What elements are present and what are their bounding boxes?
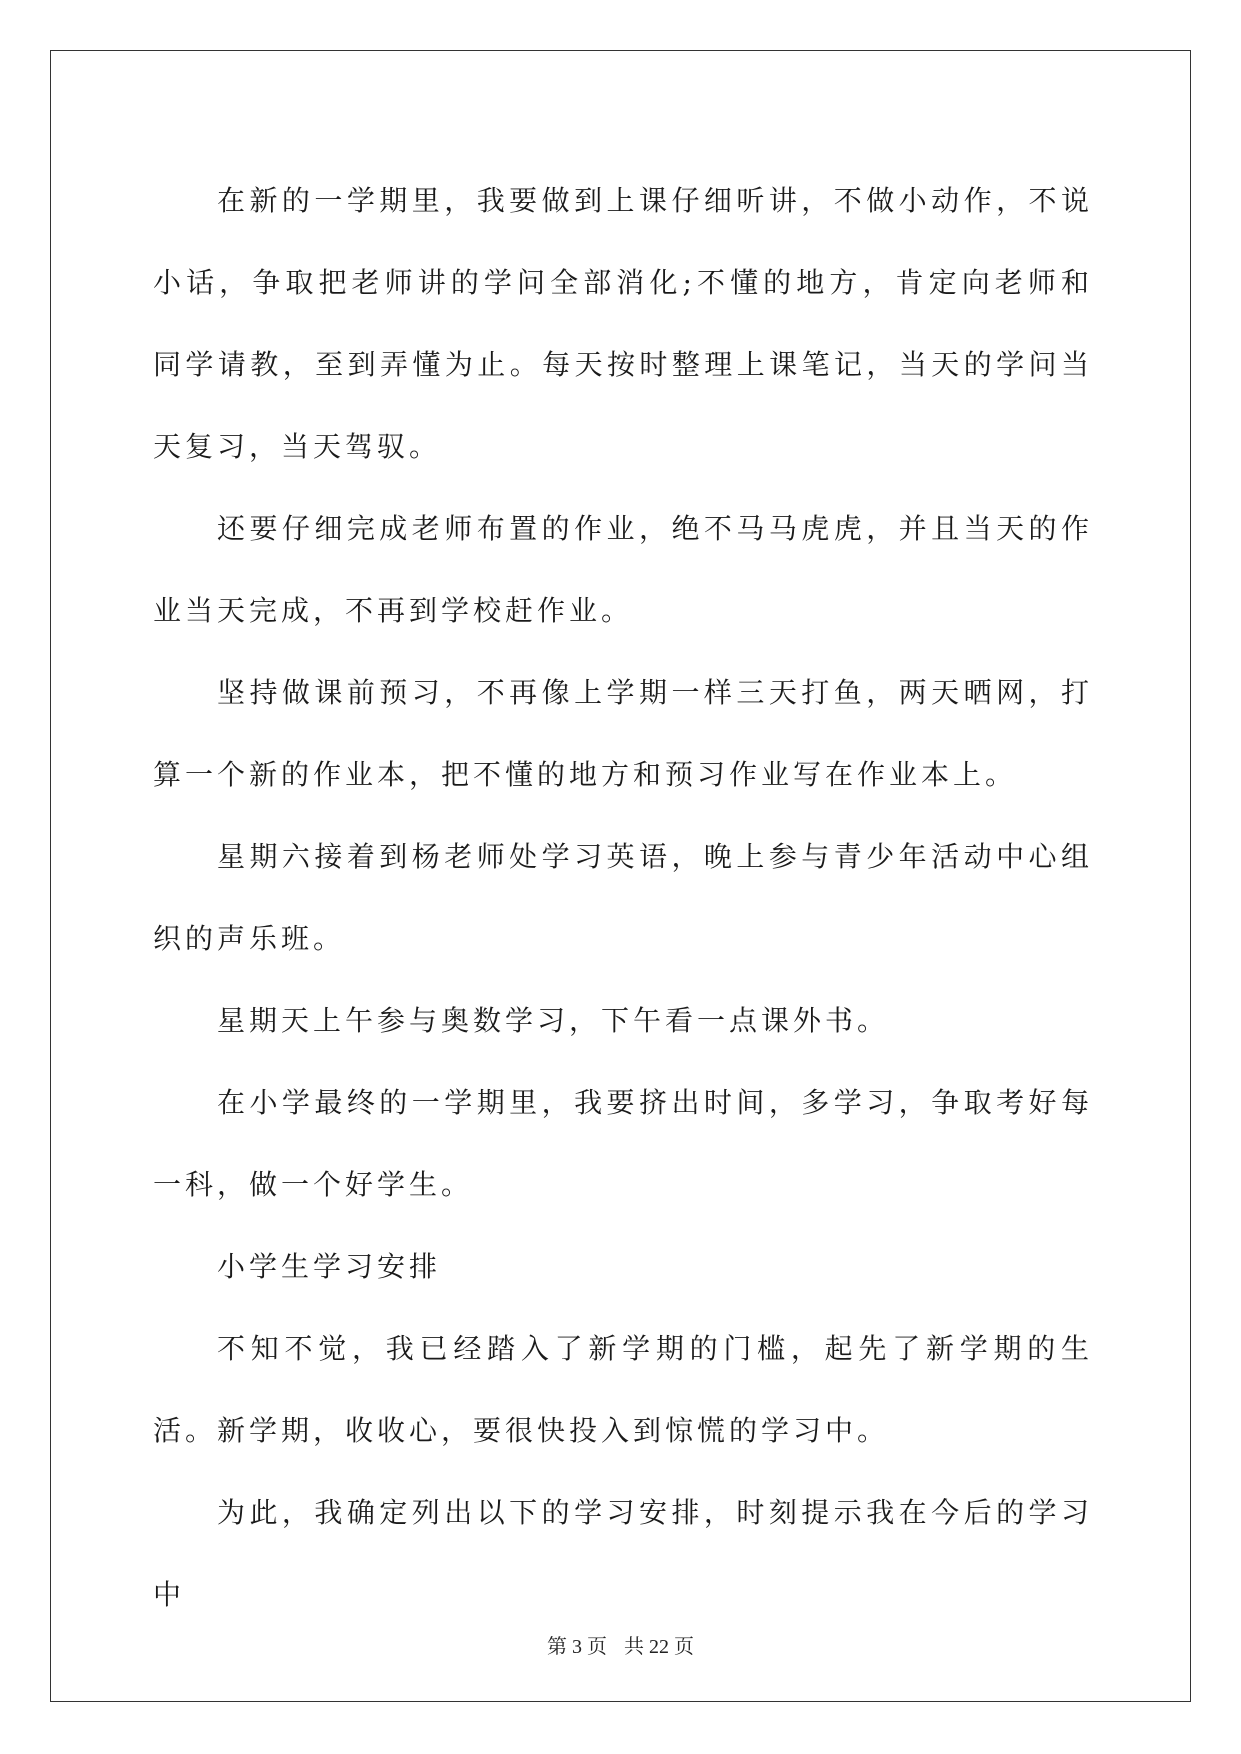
total-pages: 共 22 页 <box>624 1636 694 1658</box>
paragraph-2: 还要仔细完成老师布置的作业，绝不马马虎虎，并且当天的作业当天完成，不再到学校赶作业。 <box>153 512 1093 627</box>
document-body <box>153 160 1093 1636</box>
paragraph-3: 坚持做课前预习，不再像上学期一样三天打鱼，两天晒网，打算一个新的作业本，把不懂的地方和预习作业写在作业本上。 <box>153 676 1093 791</box>
paragraph-6: 在小学最终的一学期里，我要挤出时间，多学习，争取考好每一科，做一个好学生。 <box>153 1086 1093 1201</box>
paragraph-5: 星期天上午参与奥数学习，下午看一点课外书。 <box>217 1004 890 1037</box>
section-heading: 小学生学习安排 <box>217 1250 442 1283</box>
paragraph-1: 在新的一学期里，我要做到上课仔细听讲，不做小动作，不说小话，争取把老师讲的学问全部消化;不懂的地方，肯定向老师和同学请教，至到弄懂为止。每天按时整理上课笔记，当天的学问当天复习，当天驾驭。 <box>153 184 1093 463</box>
page-number: 第 3 页 <box>547 1636 607 1658</box>
paragraph-4: 星期六接着到杨老师处学习英语，晚上参与青少年活动中心组织的声乐班。 <box>153 840 1093 955</box>
paragraph-8: 为此，我确定列出以下的学习安排，时刻提示我在今后的学习中 <box>153 1496 1093 1611</box>
paragraph-7: 不知不觉，我已经踏入了新学期的门槛，起先了新学期的生活。新学期，收收心，要很快投入到惊慌的学习中。 <box>153 1332 1093 1447</box>
page-footer <box>0 1630 1241 1659</box>
